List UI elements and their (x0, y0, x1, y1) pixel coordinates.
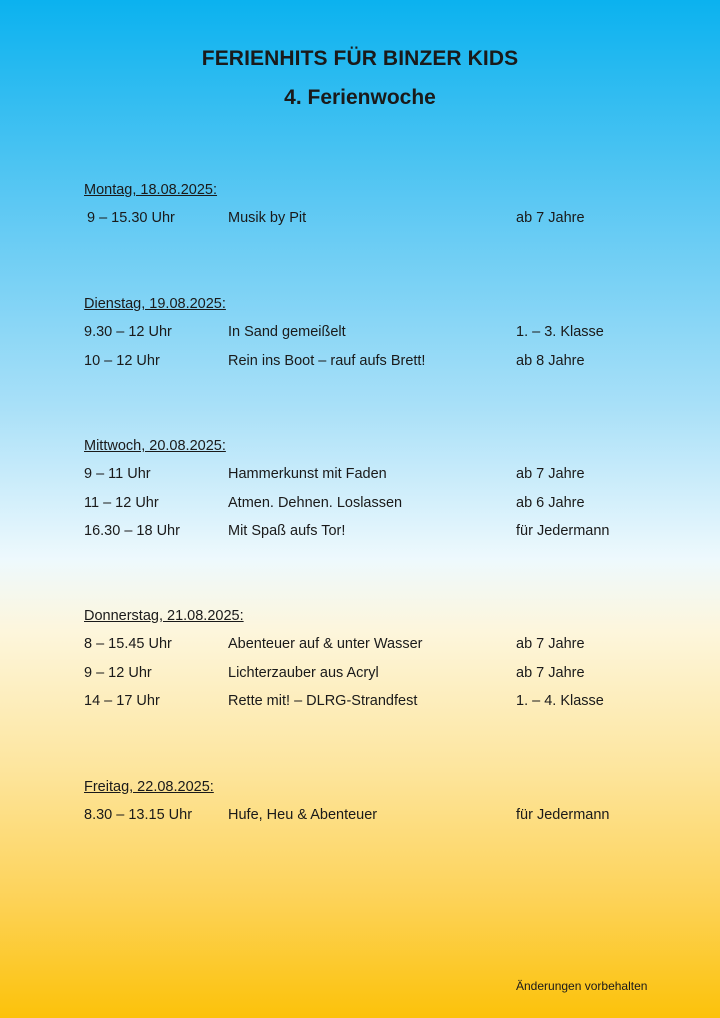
day-section-thursday (84, 607, 604, 721)
event-row (84, 209, 585, 238)
event-time: 8.30 – 13.15 Uhr (84, 807, 193, 823)
event-time: 16.30 – 18 Uhr (84, 523, 180, 539)
event-row (84, 323, 604, 352)
event-age: ab 7 Jahre (516, 466, 585, 482)
event-row (84, 664, 585, 693)
event-title: Atmen. Dehnen. Loslassen (228, 494, 403, 511)
event-title: Hammerkunst mit Faden (228, 466, 387, 482)
event-row (84, 465, 585, 494)
page-subtitle: 4. Ferienwoche (284, 86, 436, 109)
event-age: für Jedermann (516, 523, 610, 539)
event-age: 1. – 4. Klasse (516, 693, 604, 709)
event-title: Rette mit! – DLRG-Strandfest (228, 693, 418, 709)
event-time: 10 – 12 Uhr (84, 352, 160, 369)
event-age: ab 7 Jahre (516, 210, 585, 226)
event-age: ab 8 Jahre (516, 352, 585, 369)
event-row (84, 352, 585, 381)
event-row (84, 635, 585, 664)
event-row (84, 494, 585, 523)
day-heading: Donnerstag, 21.08.2025: (84, 608, 244, 624)
event-title: Musik by Pit (228, 210, 307, 226)
day-section-friday (84, 778, 610, 835)
event-title: Rein ins Boot – rauf aufs Brett! (228, 352, 426, 369)
event-time: 9 – 12 Uhr (84, 664, 152, 681)
event-time: 9.30 – 12 Uhr (84, 324, 172, 340)
event-title: In Sand gemeißelt (228, 324, 346, 340)
event-age: 1. – 3. Klasse (516, 324, 604, 340)
event-row (84, 692, 604, 721)
event-time: 14 – 17 Uhr (84, 693, 160, 709)
page-title: FERIENHITS FÜR BINZER KIDS (201, 47, 519, 70)
event-age: ab 7 Jahre (516, 636, 585, 652)
event-age: ab 6 Jahre (516, 494, 585, 511)
event-title: Abenteuer auf & unter Wasser (228, 636, 423, 652)
event-age: für Jedermann (516, 807, 610, 823)
day-section-wednesday (84, 437, 610, 551)
event-time: 9 – 11 Uhr (84, 466, 151, 482)
event-row (84, 522, 610, 551)
day-section-tuesday (84, 295, 604, 380)
event-title: Mit Spaß aufs Tor! (228, 523, 346, 539)
day-heading: Montag, 18.08.2025: (84, 182, 218, 198)
event-age: ab 7 Jahre (516, 664, 585, 681)
event-time: 11 – 12 Uhr (84, 494, 159, 511)
footer-note: Änderungen vorbehalten (516, 979, 648, 993)
day-heading: Dienstag, 19.08.2025: (84, 296, 226, 312)
event-time: 9 – 15.30 Uhr (87, 210, 175, 226)
day-heading: Mittwoch, 20.08.2025: (84, 438, 226, 454)
event-time: 8 – 15.45 Uhr (84, 636, 172, 652)
day-heading: Freitag, 22.08.2025: (84, 779, 214, 795)
day-section-monday (84, 181, 585, 238)
event-row (84, 806, 610, 835)
event-title: Lichterzauber aus Acryl (228, 664, 379, 681)
event-title: Hufe, Heu & Abenteuer (228, 807, 378, 823)
